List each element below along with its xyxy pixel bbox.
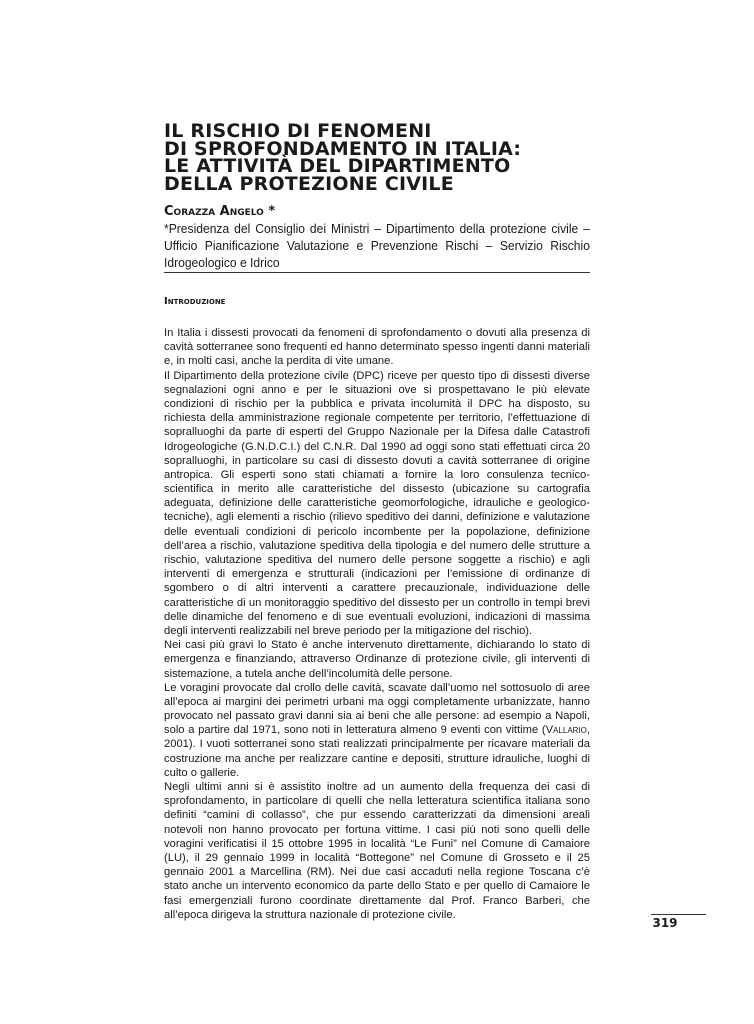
header-divider [164, 272, 590, 273]
paragraph-1: In Italia i dissesti provocati da fenomeni di sprofondamento o dovuti alla presenza di cavità sotterranee sono frequenti ed hanno determinato spesso ingenti danni materiali e, in molti casi, anche la perdita di vite umane. [164, 327, 590, 368]
title-line: DI SPROFONDAMENTO IN ITALIA: [164, 137, 522, 160]
title-line: IL RISCHIO DI FENOMENI [164, 120, 432, 142]
citation-author: Vallario [545, 724, 587, 737]
paragraph-4-text-b: , 2001). I vuoti sotterranei sono stati realizzati principalmente per ricavare materiali da costruzione ma anche per realizzare cantine e depositi, strutture idrauliche, luoghi di culto o gallerie. [164, 724, 590, 779]
title-line: DELLA PROTEZIONE CIVILE [164, 172, 454, 195]
title-line: LE ATTIVITÀ DEL DIPARTIMENTO [164, 155, 511, 177]
paragraph-3: Nei casi più gravi lo Stato è anche intervenuto direttamente, dichiarando lo stato di emergenza e finanziando, attraverso Ordinanze di protezione civile, gli interventi di sistemazione, a tutela anche dell’incolumità delle persone. [164, 639, 590, 680]
paragraph-5: Negli ultimi anni si è assistito inoltre ad un aumento della frequenza dei casi di sprofondamento, in particolare di quelli che nella letteratura scientifica italiana sono definiti “camini di collasso”, che pur essendo caratterizzati da dimensioni areali notevoli non hanno provocato per fortuna vittime. I casi più noti sono quelli delle voragini verificatisi il 15 ottobre 1995 in località “Le Funi” nel Comune di Camaiore (LU), il 29 gennaio 1999 in località “Bottegone” nel Comune di Grosseto e il 25 gennaio 2001 a Marcellina (RM). Nei due casi accaduti nella regione Toscana c’è stato anche un intervento economico da parte dello Stato e per quello di Camaiore le fasi emergenziali furono coordinate direttamente dal Prof. Franco Barberi, che all’epoca dirigeva la struttura nazionale di protezione civile. [164, 781, 590, 921]
paragraph-4 [164, 681, 590, 780]
section-heading: Introduzione [164, 296, 226, 307]
author-name: Corazza Angelo * [164, 204, 276, 219]
paragraph-2: Il Dipartimento della protezione civile (DPC) riceve per questo tipo di dissesti diverse segnalazioni ogni anno e per le situazioni ove si prospettavano le più elevate condizioni di rischio per la pubblica e privata incolumità il DPC ha disposto, su richiesta della amministrazione regionale competente per territorio, l’effettuazione di sopralluoghi da parte di esperti del Gruppo Nazionale per la Difesa dalle Catastrofi Idrogeologiche (G.N.D.C.I.) del C.N.R. Dal 1990 ad oggi sono stati effettuati circa 20 sopralluoghi, in particolare su casi di dissesto dovuti a cavità sotterranee di origine antropica. Gli esperti sono stati chiamati a fornire la loro consulenza tecnico-scientifica in merito alle caratteristiche del dissesto (ubicazione su cartografia adeguata, definizione delle caratteristiche geomorfologiche, idrauliche e geologico-tecniche), agli elementi a rischio (rilievo speditivo dei danni, definizione e valutazione delle eventuali condizioni di pericolo incombente per la popolazione, definizione dell’area a rischio, valutazione speditiva della tipologia e del numero delle strutture a rischio, valutazione speditiva del numero delle persone soggette a rischio) e agli interventi di emergenza e strutturali (indicazioni per l’emissione di ordinanze di sgombero o di altri interventi a carattere precauzionale, individuazione delle caratteristiche di un monitoraggio speditivo del dissesto per un controllo in tempi brevi delle dinamiche del fenomeno e di sue eventuali evoluzioni, indicazioni di massima degli interventi realizzabili nel breve periodo per la mitigazione del rischio). [164, 369, 590, 637]
page-number-rule [651, 914, 706, 915]
author-affiliation: *Presidenza del Consiglio dei Ministri – Dipartimento della protezione civile – Ufficio Pianificazione Valutazione e Prevenzione Rischi – Servizio Rischio Idrogeologico e Idrico [164, 221, 590, 270]
page-number: 319 [652, 916, 678, 930]
paragraph-4-text-a: Le voragini provocate dal crollo delle cavità, scavate dall’uomo nel sottosuolo di aree all’epoca ai margini dei perimetri urbani ma oggi completamente urbanizzate, hanno provocato nel passato gravi danni sia ai beni che alle persone: ad esempio a Napoli, solo a partire dal 1971, sono noti in letteratura almeno 9 eventi con vittime ( [164, 681, 590, 737]
article-title [164, 120, 604, 195]
article-body [164, 326, 590, 922]
